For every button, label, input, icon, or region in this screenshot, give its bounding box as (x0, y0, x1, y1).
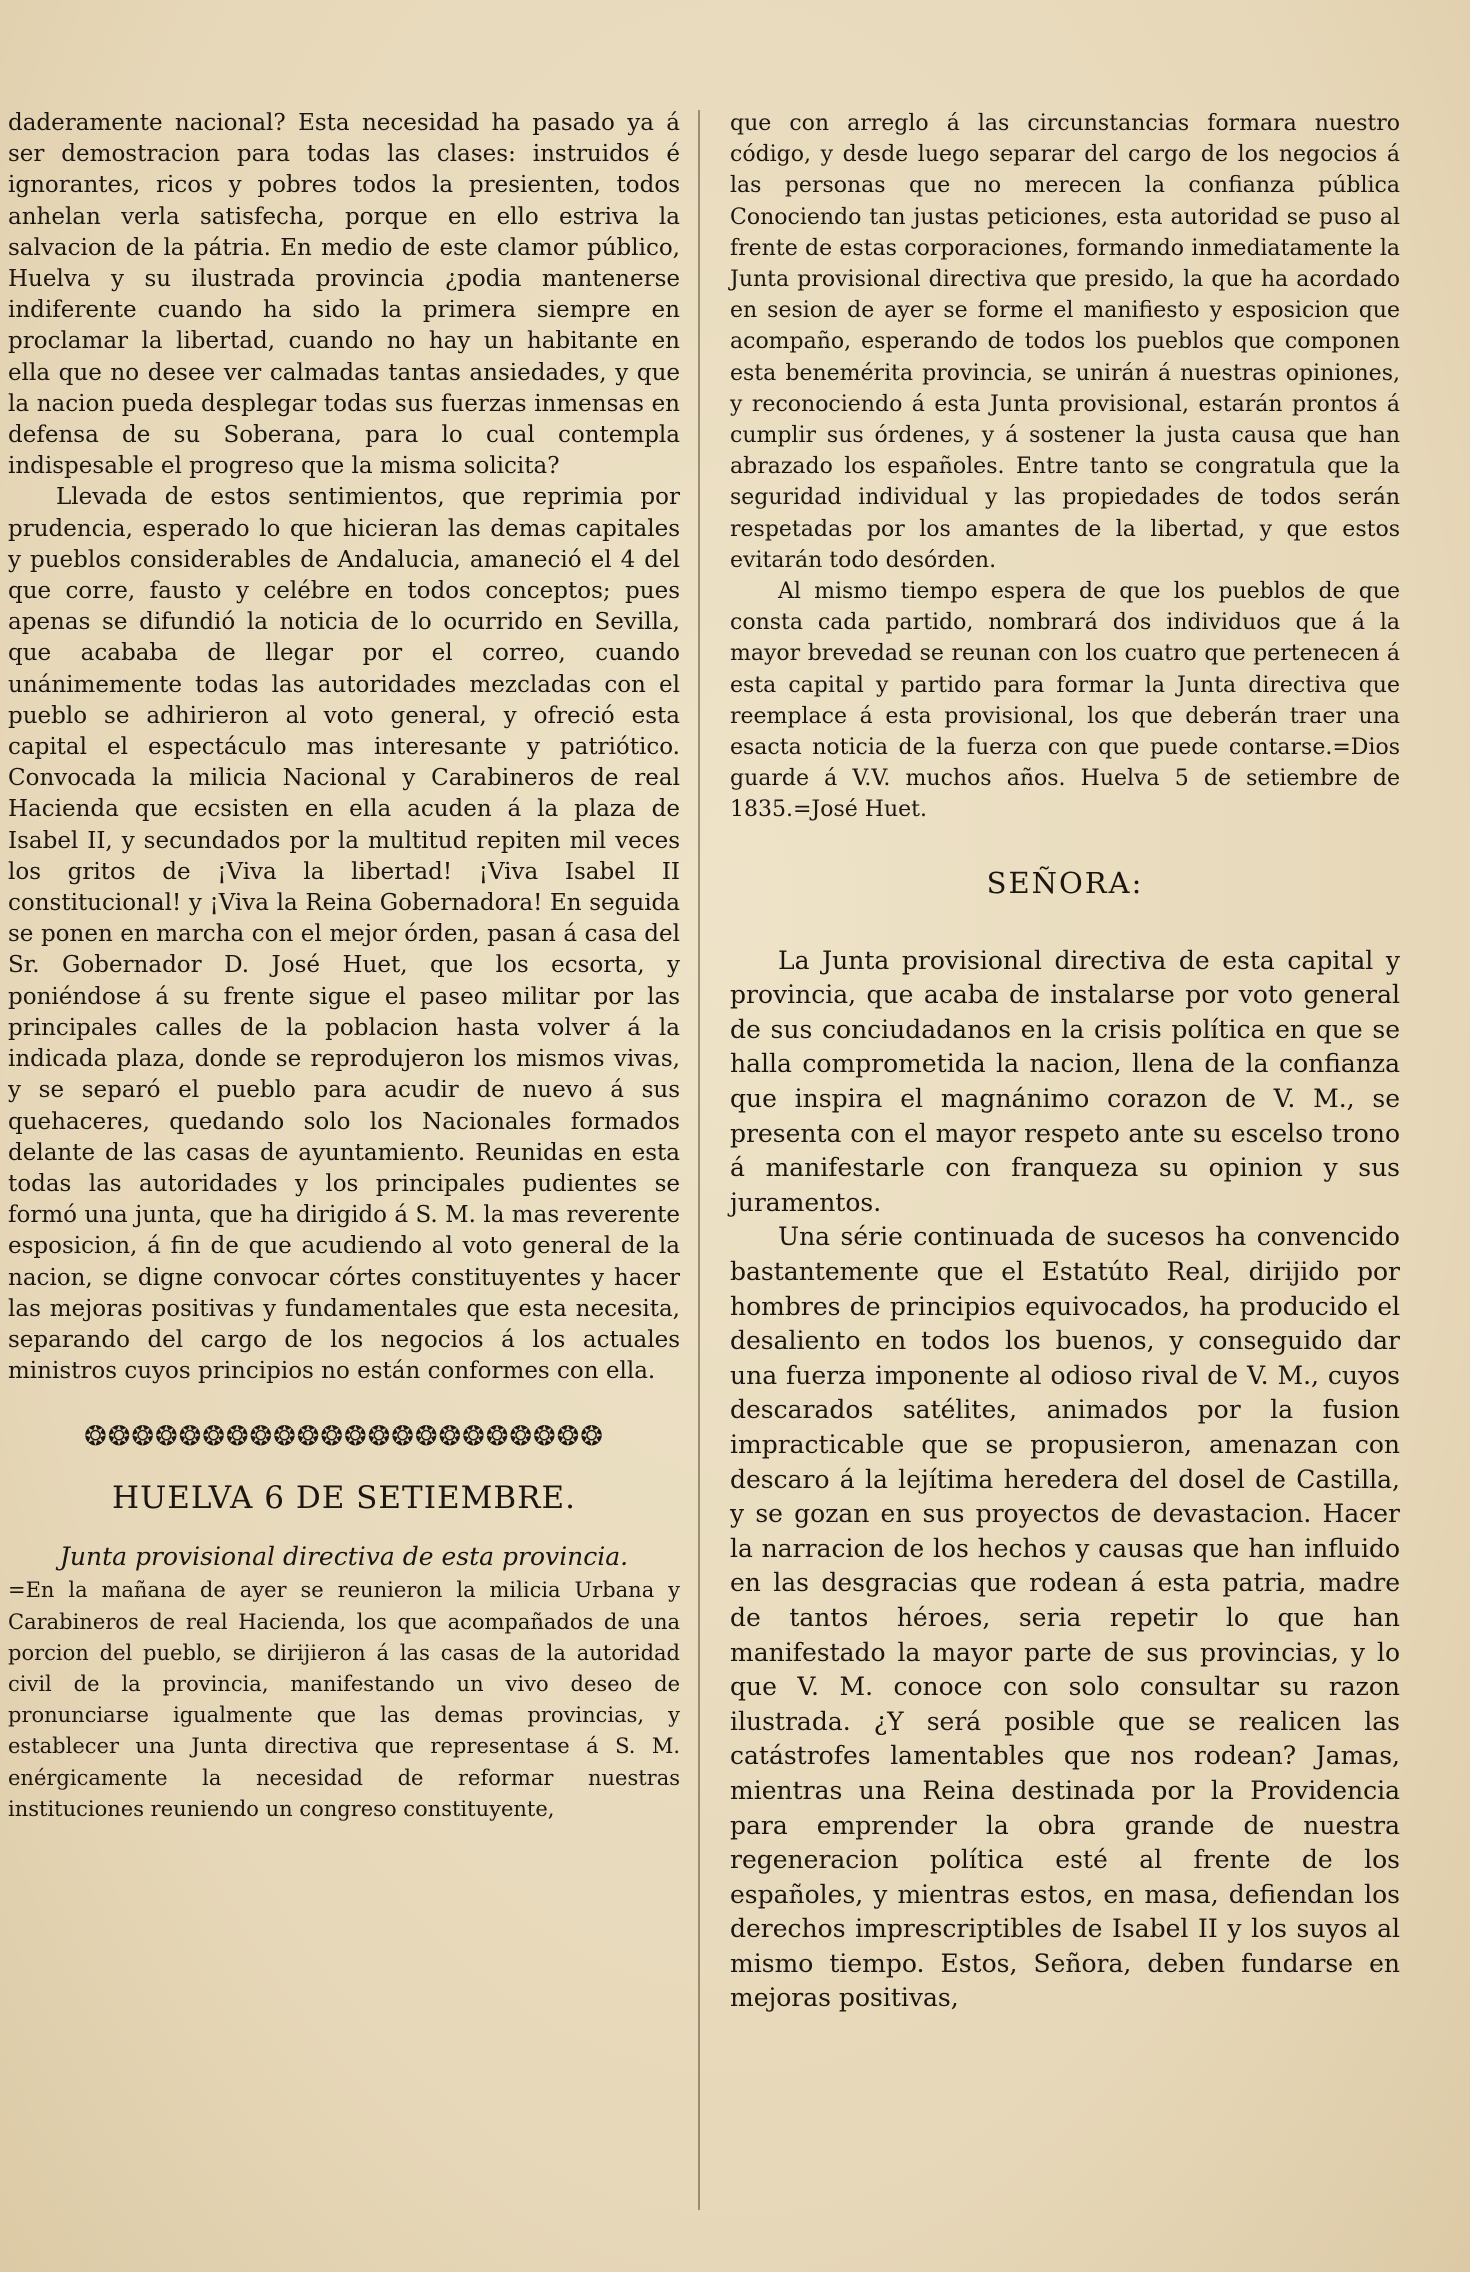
right-paragraph-1: que con arreglo á las circunstancias formara nuestro código, y desde luego separar del cargo de los negocios á las personas que no merecen la confianza pública Conociendo tan justas peticiones, esta autoridad se puso al frente de estas corporaciones, formando inmediatamente la Junta provisional directiva que presido, la que ha acordado en sesion de ayer se forme el manifiesto y esposicion que acompaño, esperando de todos los pueblos que componen esta benemérita provincia, se unirán á nuestras opiniones, y reconociendo á esta Junta provisional, estarán prontos á cumplir sus órdenes, y á sostener la justa causa que han abrazado los españoles. Entre tanto se congratula que la seguridad individual y las propiedades de todos serán respetadas por los amantes de la libertad, y que estos evitarán todo desórden. (730, 111, 1400, 573)
left-column (8, 108, 680, 1825)
right-paragraph-3: La Junta provisional directiva de esta capital y provincia, que acaba de instalarse por voto general de sus conciudadanos en la crisis política en que se halla comprometida la nacion, llena de la confianza que inspira el magnánimo corazon de V. M., se presenta con el mayor respeto ante su escelso trono á manifestarle con franqueza su opinion y sus juramentos. (730, 945, 1400, 1217)
left-paragraph-1: daderamente nacional? Esta necesidad ha pasado ya á ser demostracion para todas las clases: instruidos é ignorantes, ricos y pobres todos la presienten, todos anhelan verla satisfecha, porque en ello estriva la salvacion de la pátria. En medio de este clamor público, Huelva y su ilustrada provincia ¿podia mantenerse indiferente cuando ha sido la primera siempre en proclamar la libertad, cuando no hay un habitante en ella que no desee ver calmadas tantas ansiedades, y que la nacion pueda desplegar todas sus fuerzas inmensas en defensa de su Soberana, para lo cual contempla indispesable el progreso que la misma solicita? (8, 110, 680, 480)
right-paragraph-4: Una série continuada de sucesos ha convencido bastantemente que el Estatúto Real, dirijido por hombres de principios equivocados, ha producido el desaliento en todos los buenos, y conseguido dar una fuerza imponente al odioso rival de V. M., cuyos descarados satélites, animados por la fusion impracticable que se propusieron, amenazan con descaro á la lejítima heredera del dosel de Castilla, y se gozan en sus proyectos de devastacion. Hacer la narracion de los hechos y causas que han influido en las desgracias que rodean á esta patria, madre de tantos héroes, seria repetir lo que han manifestado la mayor parte de sus provincias, y lo que V. M. conoce con solo consultar su razon ilustrada. ¿Y será posible que se realicen las catástrofes lamentables que nos rodean? Jamas, mientras una Reina destinada por la Providencia para emprender la obra grande de nuestra regeneracion política esté al frente de los españoles, y mientras estos, en masa, defiendan los derechos imprescriptibles de Isabel II y los suyos al mismo tiempo. Estos, Señora, deben fundarse en mejoras positivas, (730, 1222, 1400, 2013)
right-column (730, 108, 1400, 2016)
letter-body (730, 944, 1400, 2016)
ornamental-rule: ❂❂❂❂❂❂❂❂❂❂❂❂❂❂❂❂❂❂❂❂❂❂ (84, 1421, 604, 1453)
column-divider (698, 110, 700, 2210)
left-paragraph-3: =En la mañana de ayer se reunieron la milicia Urbana y Carabineros de real Hacienda, los que acompañados de una porcion del pueblo, se dirijieron á las casas de la autoridad civil de la provincia, manifestando un vivo deseo de pronunciarse igualmente que las demas provincias, y establecer una Junta directiva que representase á S. M. enérgicamente la necesidad de reformar nuestras instituciones reuniendo un congreso constituyente, (8, 1578, 680, 1821)
junta-title: Junta provisional directiva de esta provincia. (59, 1542, 629, 1572)
right-paragraph-2: Al mismo tiempo espera de que los pueblos de que consta cada partido, nombrará dos individuos que á la mayor brevedad se reunan con los cuatro que pertenecen á esta capital y partido para formar la Junta directiva que reemplace á esta provisional, los que deberán traer una esacta noticia de la fuerza con que puede contarse.=Dios guarde á V.V. muchos años. Huelva 5 de setiembre de 1835.=José Huet. (730, 579, 1400, 823)
dateline-heading: HUELVA 6 DE SETIEMBRE. (112, 1480, 576, 1517)
left-paragraph-2: Llevada de estos sentimientos, que reprimia por prudencia, esperado lo que hicieran las demas capitales y pueblos considerables de Andalucia, amaneció el 4 del que corre, fausto y celébre en todos conceptos; pues apenas se difundió la noticia de lo ocurrido en Sevilla, que acababa de llegar por el correo, cuando unánimemente todas las autoridades mezcladas con el pueblo se adhirieron al voto general, y ofreció esta capital el espectáculo mas interesante y patriótico. Convocada la milicia Nacional y Carabineros de real Hacienda que ecsisten en ella acuden á la plaza de Isabel II, y secundados por la multitud repiten mil veces los gritos de ¡Viva la libertad! ¡Viva Isabel II constitucional! y ¡Viva la Reina Gobernadora! En seguida se ponen en marcha con el mejor órden, pasan á casa del Sr. Gobernador D. José Huet, que los ecsorta, y poniéndose á su frente sigue el paseo militar por las principales calles de la poblacion hasta volver á la indicada plaza, donde se reprodujeron los mismos vivas, y se separó el pueblo para acudir de nuevo á sus quehaceres, quedando solo los Nacionales formados delante de las casas de ayuntamiento. Reunidas en esta todas las autoridades y los principales pudientes se formó una junta, que ha dirigido á S. M. la mas reverente esposicion, á fin de que acudiendo al voto general de la nacion, se digne convocar córtes constituyentes y hacer las mejoras positivas y fundamentales que esta necesita, separando del cargo de los negocios á los actuales ministros cuyos principios no están conformes con ella. (8, 484, 680, 1385)
salutation-heading: SEÑORA: (986, 865, 1144, 900)
